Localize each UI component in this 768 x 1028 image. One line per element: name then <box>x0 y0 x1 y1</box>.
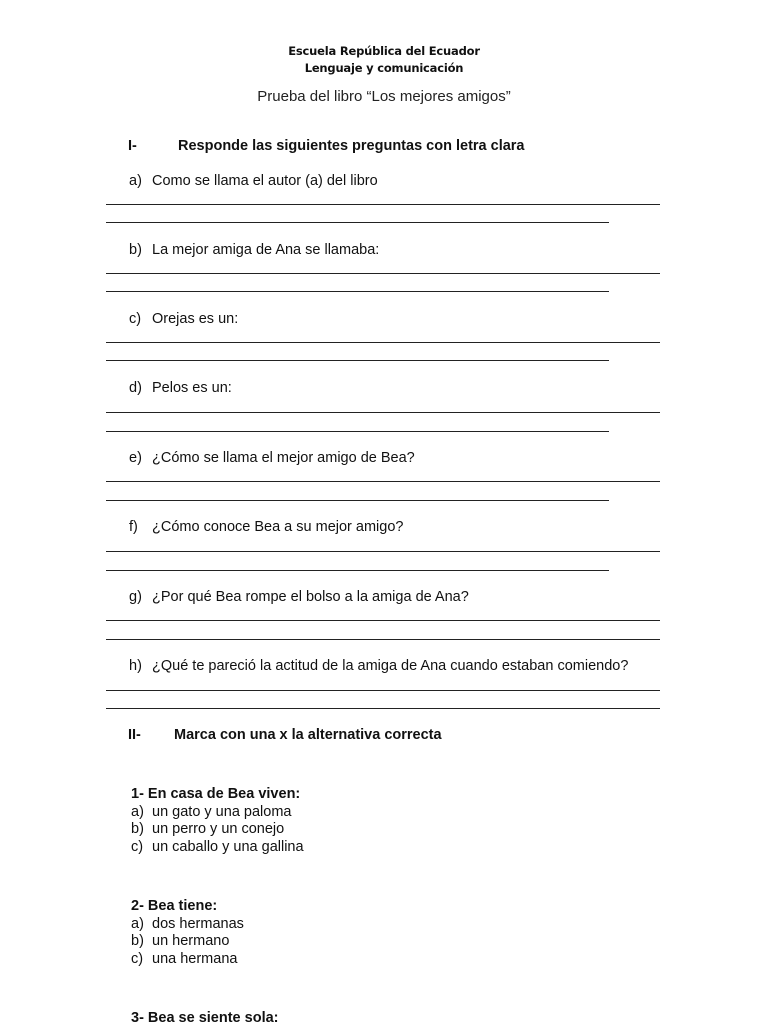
mc-option-text: un hermano <box>152 933 230 949</box>
question-letter: c) <box>129 311 142 327</box>
answer-line[interactable] <box>106 342 660 343</box>
mc-option-text: un caballo y una gallina <box>152 838 304 855</box>
answer-line[interactable] <box>106 570 609 571</box>
section-2-text: Marca con una x la alternativa correcta <box>174 727 442 743</box>
answer-line[interactable] <box>106 708 660 709</box>
question-text: Pelos es un: <box>152 380 232 396</box>
question-text: Como se llama el autor (a) del libro <box>152 173 378 189</box>
question-letter: a) <box>129 173 142 189</box>
question-h <box>129 658 628 674</box>
question-b <box>129 242 379 258</box>
answer-line[interactable] <box>106 273 660 274</box>
answer-line[interactable] <box>106 222 609 223</box>
question-e <box>129 450 415 466</box>
mc-option-text: un perro y un conejo <box>152 821 285 837</box>
question-text: ¿Cómo se llama el mejor amigo de Bea? <box>152 450 415 466</box>
mc-question-1 <box>131 786 304 856</box>
section-2-heading <box>128 727 442 743</box>
question-a <box>129 173 378 189</box>
mc-option[interactable] <box>131 916 244 934</box>
question-letter: b) <box>129 242 142 258</box>
question-f <box>129 519 403 535</box>
section-1-number: I- <box>128 138 137 154</box>
mc-option[interactable] <box>131 839 304 857</box>
question-letter: d) <box>129 380 142 396</box>
question-text: ¿Por qué Bea rompe el bolso a la amiga de Ana? <box>152 589 469 605</box>
answer-line[interactable] <box>106 204 660 205</box>
mc-question-title: 1- En casa de Bea viven: <box>131 786 301 802</box>
school-name: Escuela República del Ecuador <box>288 44 480 58</box>
mc-question-title: 3- Bea se siente sola: <box>131 1010 279 1026</box>
mc-option-text: un gato y una paloma <box>152 803 292 820</box>
question-g <box>129 589 469 605</box>
test-title: Prueba del libro “Los mejores amigos” <box>257 88 511 105</box>
mc-option-letter: b) <box>131 821 144 837</box>
question-text: Orejas es un: <box>152 311 239 327</box>
answer-line[interactable] <box>106 500 609 501</box>
mc-option-letter: b) <box>131 933 144 949</box>
answer-line[interactable] <box>106 481 660 482</box>
subject-name: Lenguaje y comunicación <box>304 61 464 75</box>
question-c <box>129 311 238 327</box>
answer-line[interactable] <box>106 620 660 621</box>
mc-option-letter: c) <box>131 950 144 967</box>
answer-line[interactable] <box>106 291 609 292</box>
mc-question-3 <box>131 1010 279 1028</box>
answer-line[interactable] <box>106 360 609 361</box>
answer-line[interactable] <box>106 639 660 640</box>
mc-question-title: 2- Bea tiene: <box>131 898 218 914</box>
answer-line[interactable] <box>106 690 660 691</box>
mc-option-text: una hermana <box>152 950 238 967</box>
answer-line[interactable] <box>106 431 609 432</box>
mc-option-letter: a) <box>131 915 144 932</box>
section-1-heading <box>128 138 525 154</box>
question-d <box>129 380 232 396</box>
mc-option[interactable] <box>131 804 304 822</box>
mc-option[interactable] <box>131 951 244 969</box>
mc-question-2 <box>131 898 244 968</box>
question-letter: f) <box>129 519 138 535</box>
mc-option-letter: c) <box>131 838 144 855</box>
question-letter: g) <box>129 589 142 605</box>
question-letter: e) <box>129 450 142 466</box>
question-text: ¿Cómo conoce Bea a su mejor amigo? <box>152 519 404 535</box>
mc-option-letter: a) <box>131 803 144 820</box>
answer-line[interactable] <box>106 412 660 413</box>
mc-option[interactable] <box>131 933 244 951</box>
section-2-number: II- <box>128 727 141 743</box>
answer-line[interactable] <box>106 551 660 552</box>
question-text: La mejor amiga de Ana se llamaba: <box>152 242 380 258</box>
mc-option[interactable] <box>131 821 304 839</box>
mc-option-text: dos hermanas <box>152 915 244 932</box>
question-letter: h) <box>129 658 142 674</box>
question-text: ¿Qué te pareció la actitud de la amiga de Ana cuando estaban comiendo? <box>152 658 629 674</box>
section-1-text: Responde las siguientes preguntas con letra clara <box>178 138 525 154</box>
